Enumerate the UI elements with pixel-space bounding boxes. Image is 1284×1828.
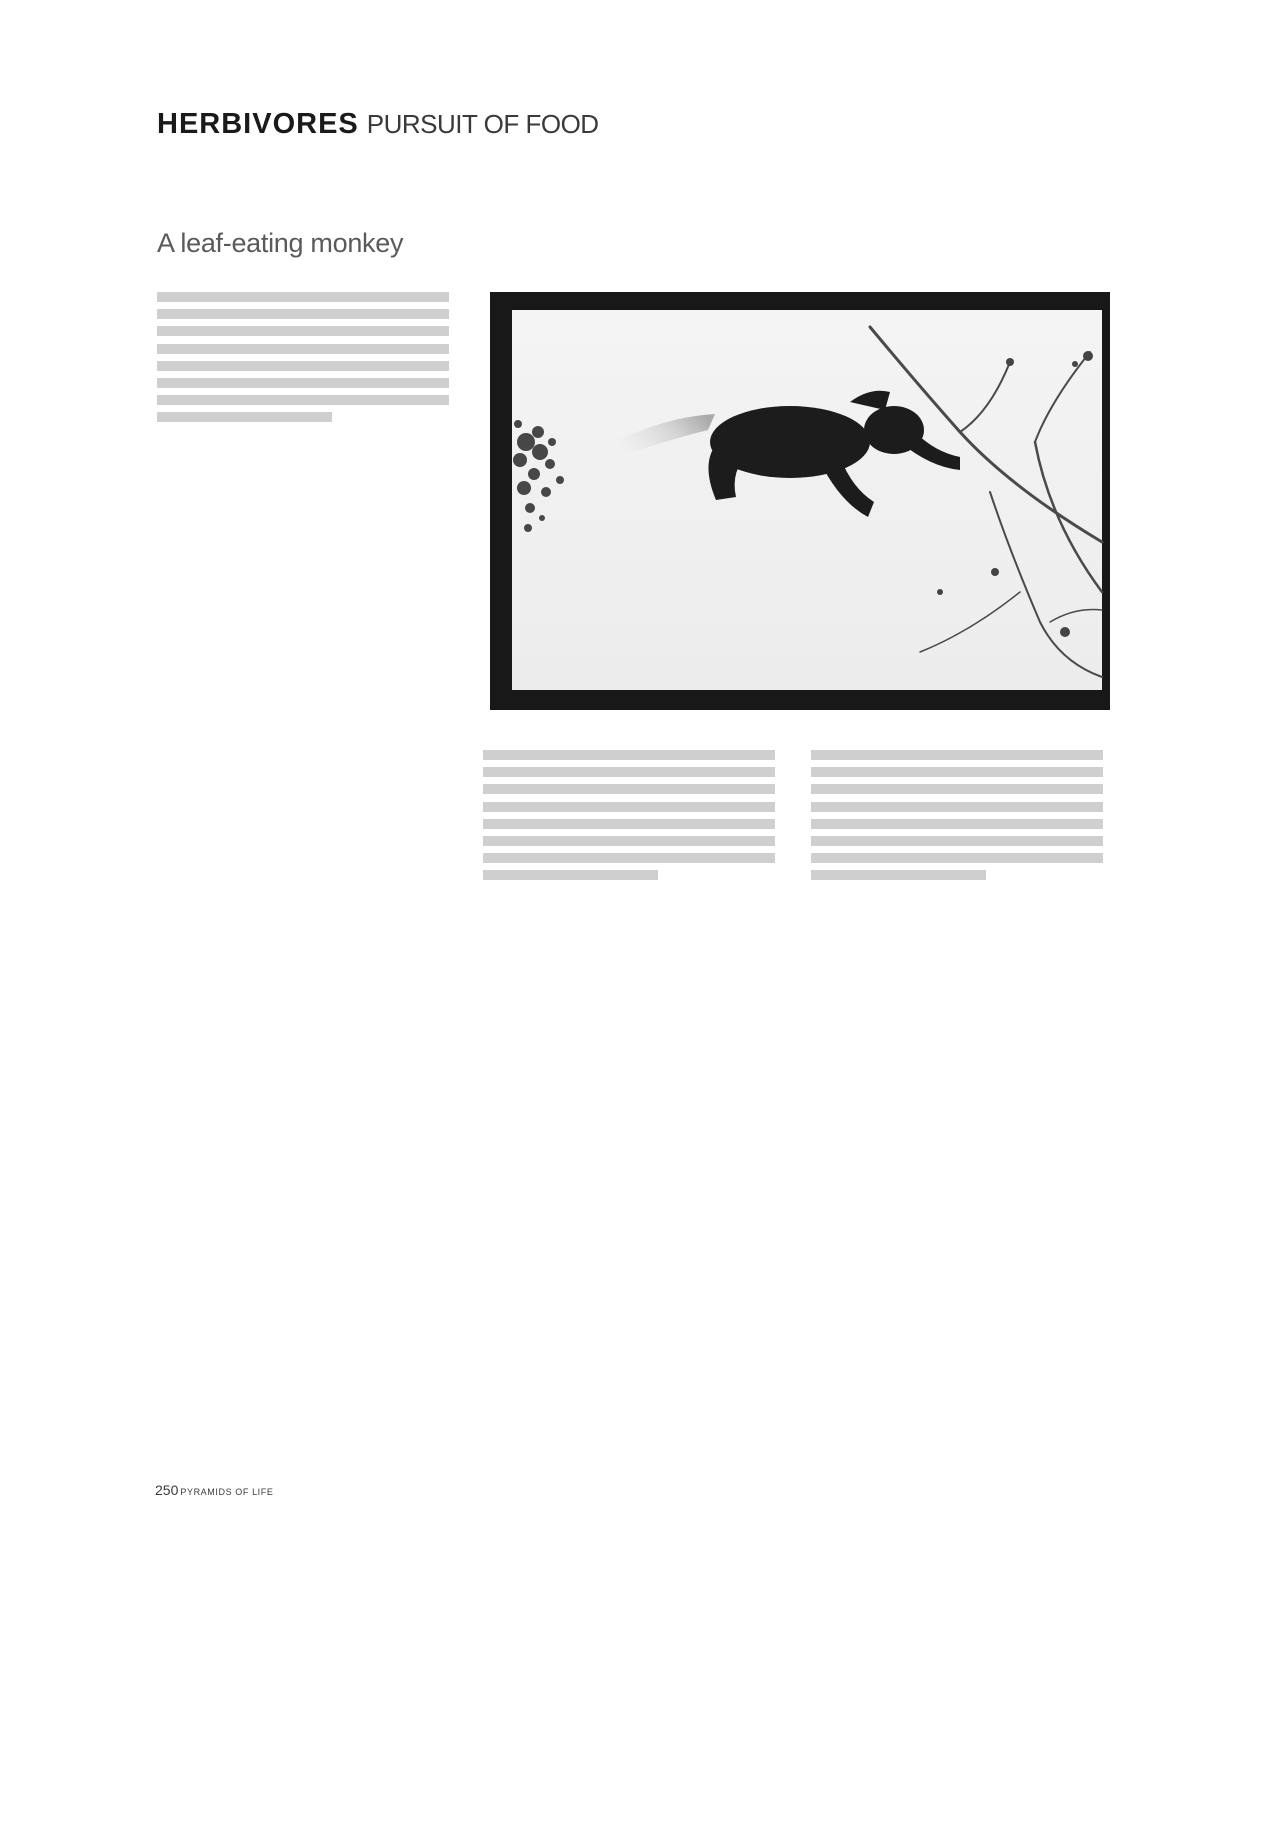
colobus-photo-image (490, 292, 1110, 710)
text-column-3 (811, 743, 1103, 888)
paragraph-placeholder (157, 292, 449, 422)
paragraph-placeholder (811, 750, 1103, 880)
section-name: HERBIVORES (157, 108, 359, 140)
article-title: A leaf-eating monkey (157, 228, 404, 258)
section-subtitle: PURSUIT OF FOOD (366, 109, 599, 139)
page-footer (155, 1482, 273, 1500)
section-header (157, 110, 599, 139)
paragraph-placeholder (483, 750, 775, 880)
page-number: 250 (155, 1482, 179, 1498)
running-title: PYRAMIDS OF LIFE (180, 1487, 274, 1497)
colobus-photo (490, 292, 1110, 710)
text-column-1 (157, 285, 449, 430)
text-column-2 (483, 743, 775, 888)
